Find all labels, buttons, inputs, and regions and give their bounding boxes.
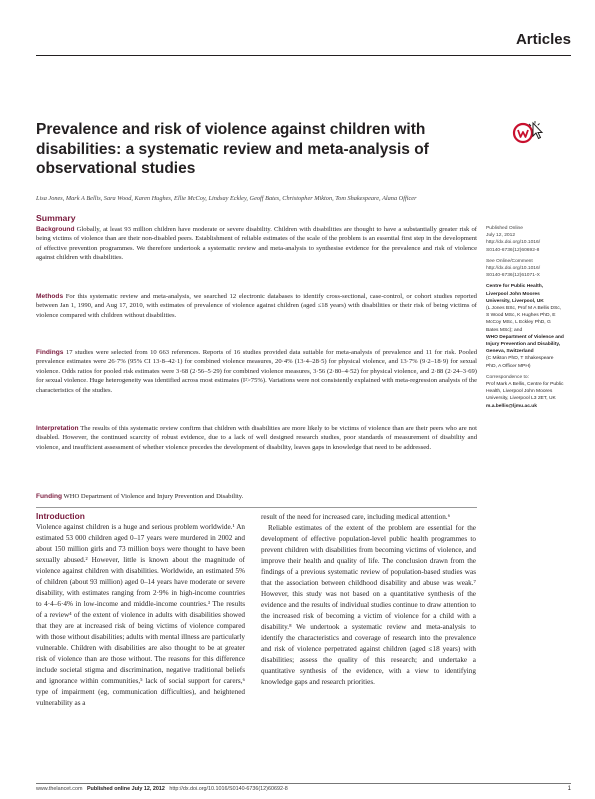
article-title: Prevalence and risk of violence against children with disabilities: a systematic review and meta-analysis of observational studies [36, 121, 429, 177]
summary-interpretation [36, 424, 477, 452]
footer-doi[interactable]: http://dx.doi.org/10.1016/S0140-6736(12)60692-8 [169, 786, 288, 792]
affiliation-1-people: (L Jones BSc, Prof M A Bellis DSc, S Wood MSc, K Hughes PhD, E McCoy MSc, L Eckley PhD, G Bates MSc); and [486, 306, 562, 333]
page-footer [36, 786, 288, 792]
interpretation-text: The results of this systematic review confirm that children with disabilities are more likely to be victims of violence than are their peers who are not disabled. However, the continued scarcity of robust evidence, due to a lack of well designed research studies, poor standards of measurement of disability and violence, and insufficient assessment of whether violence precedes the development of disability, leaves gaps in knowledge that need to be addressed. [36, 425, 478, 451]
intro-paragraph: Violence against children is a huge and serious problem worldwide.¹ An estimated 53 000 children aged 0–17 years were murdered in 2002 and about 150 million girls and 73 million boys were thought to have been sexually abused.² However, little is known about the magnitude of violence against children with disabilities. Worldwide, an estimated 5% of children (about 93 million) aged 0–14 years have moderate or severe disability, with estimates ranging from 2·9% in high-income countries to 4·4–6·4% in low-income and middle-income countries.³ The results of a review⁴ of the extent of violence in adults with disabilities showed that they are at increased risk of being victims of violence compared with those without disabilities; adults with mental illness are particularly vulnerable. Children with disabilities are also thought to be at greater risk of violence than are those without. The reasons for this difference include societal stigma and discrimination, negative traditional beliefs and ignorance within communities,⁵ lack of social support for carers,⁶ type of impairment (eg, communication difficulties), and heightened vulnerability as a [36, 523, 245, 707]
affiliation-2-people: (C Mikton PhD, T Shakespeare PhD, A Officer MPH) [486, 356, 554, 369]
correspondence-name: Prof Mark A Bellis, Centre for Public Health, Liverpool John Moores University, Liverpool L3 2ET, UK [486, 382, 564, 402]
funding-label: Funding [36, 493, 62, 500]
see-comment-label: See Online/Comment [486, 258, 533, 264]
background-text: Globally, at least 93 million children have moderate or severe disability. Children with disabilities are thought to have a substantially greater risk of being victims of violence than are their non-disabled peers. Establishment of reliable estimates of the scale of the problem is an essential first step in the development of effective prevention programmes. We therefore undertook a systematic review and meta-analysis to synthesise evidence for the prevalence and risk of violence against children with disabilities. [36, 226, 477, 262]
affiliation-1-name: Centre for Public Health, Liverpool John Moores University, Liverpool, UK [486, 284, 544, 304]
footer-rule [36, 783, 571, 784]
comment-doi-link[interactable]: http://dx.doi.org/10.1016/ S0140-6736(12)61071-X [486, 266, 541, 279]
author-list: Lisa Jones, Mark A Bellis, Sara Wood, Karen Hughes, Ellie McCoy, Lindsay Eckley, Geoff Bates, Christopher Mikton, Tom Shakespeare, Alana Officer [36, 195, 417, 202]
introduction-heading: Introduction [36, 511, 85, 521]
lancet-w-cursor-icon[interactable] [512, 120, 546, 144]
page-number: 1 [567, 786, 571, 792]
interpretation-label: Interpretation [36, 425, 79, 432]
correspondence-label: Correspondence to: [486, 374, 529, 380]
methods-text: For this systematic review and meta-analysis, we searched 12 electronic databases to identify cross-sectional, case-control, or cohort studies reported between Jan 1, 1990, and Aug 17, 2010, with estimates of prevalence of violence against children (aged ≤18 years) with disabilities or their risk of being victims of violence compared with children without disabilities. [36, 293, 477, 319]
footer-site[interactable]: www.thelancet.com [36, 786, 83, 792]
published-label: Published Online [486, 226, 523, 231]
introduction-left-column [36, 522, 245, 709]
summary-funding [36, 492, 477, 501]
funding-text: WHO Department of Violence and Injury Prevention and Disability. [63, 493, 244, 500]
summary-divider [36, 507, 477, 508]
intro-paragraph: result of the need for increased care, including medical attention.⁶ [261, 513, 451, 521]
article-sidebar [486, 225, 564, 410]
summary-heading: Summary [36, 213, 76, 223]
findings-label: Findings [36, 349, 64, 356]
summary-background [36, 225, 477, 263]
section-label: Articles [515, 31, 571, 48]
background-label: Background [36, 226, 75, 233]
doi-link[interactable]: http://dx.doi.org/10.1016/ S0140-6736(12)60692-8 [486, 240, 541, 253]
summary-findings [36, 348, 477, 395]
published-date: July 12, 2012 [486, 233, 516, 239]
intro-paragraph: Reliable estimates of the extent of the problem are essential for the development of effective population-level public health programmes to prevent children with disabilities from becoming victims of violence, and improve their health and quality of life. The conclusion drawn from the findings of a previous systematic review of population-based studies was that the association between childhood disability and abuse was weak.⁷ However, this study was not based on a quantitative synthesis of the evidence and the results of individual studies continue to draw attention to the increased risk of becoming a victim of violence for a child with a disability.⁸ We undertook a systematic review and meta-analysis to identify the characteristics and coverage of research into the prevalence and risk of violence perpetrated against children (aged ≤18 years) with disabilities; assess the quality of this research; and undertake a quantitative synthesis of the evidence, with a view to identifying knowledge gaps and research priorities. [261, 524, 476, 686]
findings-text: 17 studies were selected from 10 663 references. Reports of 16 studies provided data suitable for meta-analysis of prevalence and 11 for risk. Pooled prevalence estimates were 26·7% (95% CI 13·8–42·1) for combined violence measures, 20·4% (13·4–28·5) for physical violence, and 13·7% (9·2–18·9) for sexual violence. Odds ratios for pooled risk estimates were 3·68 (2·56–5·29) for combined violence measures, 3·56 (2·80–4·52) for physical violence, and 2·88 (2·24–3·69) for sexual violence. Huge heterogeneity was identified across most estimates (I²>75%). Variations were not consistently explained with meta-regression analysis of the characteristics of the studies. [36, 349, 477, 394]
footer-published: Published online July 12, 2012 [86, 786, 165, 792]
summary-methods [36, 292, 477, 320]
affiliation-2-name: WHO Department of Violence and Injury Prevention and Disability, Geneva, Switzerland [486, 334, 564, 355]
correspondence-email[interactable]: m.a.bellis@ljmu.ac.uk [486, 403, 537, 409]
header-rule [36, 55, 571, 56]
methods-label: Methods [36, 293, 64, 300]
introduction-right-column [261, 512, 476, 688]
